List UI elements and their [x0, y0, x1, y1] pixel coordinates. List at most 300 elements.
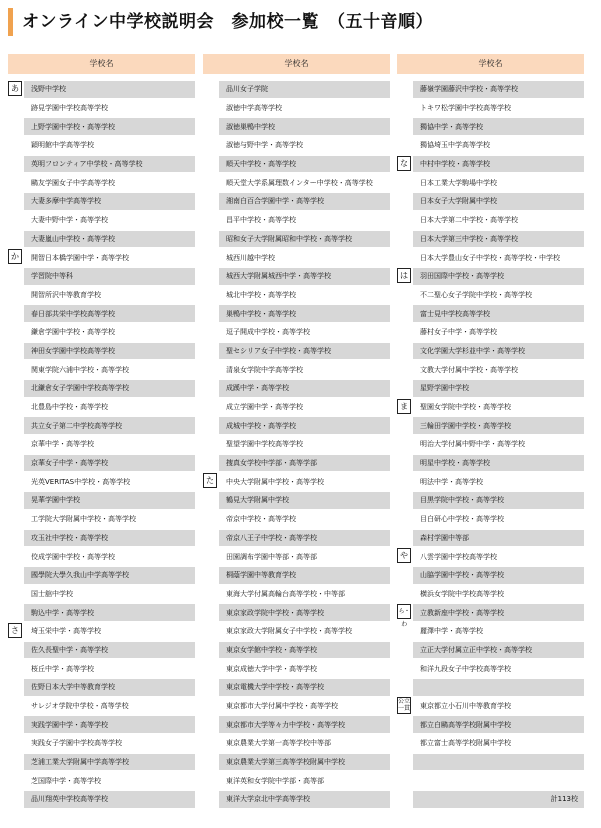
kana-index-label: は [397, 268, 411, 283]
table-row [397, 472, 584, 491]
table-row [8, 80, 195, 99]
school-name: 帝京八王子中学校・高等学校 [226, 533, 317, 542]
school-name-cell [24, 156, 195, 173]
school-name: 東京女学館中学校・高等学校 [226, 645, 317, 654]
school-name: 順天中学校・高等学校 [226, 160, 296, 169]
school-name-cell [413, 772, 584, 789]
table-row [397, 230, 584, 249]
table-row [203, 360, 390, 379]
school-name-cell [24, 567, 195, 584]
school-name-cell [413, 735, 584, 752]
school-name: 東京家政学院中学校・高等学校 [226, 608, 324, 617]
school-name-cell [24, 361, 195, 378]
kana-index-label: か [8, 249, 22, 264]
kana-index-label: ま [397, 399, 411, 414]
school-name-cell [24, 492, 195, 509]
table-row [8, 585, 195, 604]
school-name-cell [219, 156, 390, 173]
table-row [203, 211, 390, 230]
table-row [203, 286, 390, 305]
table-row [8, 267, 195, 286]
school-name: 学習院中等科 [31, 272, 73, 281]
table-row [397, 491, 584, 510]
table-row [8, 491, 195, 510]
school-name: 大妻中野中学・高等学校 [31, 216, 108, 225]
table-row [8, 790, 195, 809]
school-name: 文化学園大学杉並中学・高等学校 [420, 346, 525, 355]
school-name: 光英VERITAS中学校・高等学校 [31, 477, 131, 486]
school-name-cell [24, 436, 195, 453]
school-name-cell [413, 81, 584, 98]
school-name-cell [24, 137, 195, 154]
table-row [203, 248, 390, 267]
school-name: 森村学園中等部 [420, 533, 469, 542]
school-name: 芝浦工業大学附属中学高等学校 [31, 758, 129, 767]
table-row [8, 529, 195, 548]
kana-index-label: な [397, 156, 411, 171]
school-name-cell [219, 324, 390, 341]
kana-index-label: あ [8, 81, 22, 96]
school-name: 京華中学・高等学校 [31, 440, 94, 449]
table-row [397, 173, 584, 192]
table-row [8, 323, 195, 342]
table-row [397, 753, 584, 772]
school-name-cell [219, 679, 390, 696]
school-name-cell [413, 417, 584, 434]
school-name: 東京農業大学第一高等学校中等部 [226, 739, 331, 748]
school-name: 富士見中学校高等学校 [420, 309, 490, 318]
school-column-2 [203, 54, 390, 809]
school-name: 日本大学第三中学校・高等学校 [420, 234, 518, 243]
table-row [397, 155, 584, 174]
table-row [203, 99, 390, 118]
school-name-cell [24, 679, 195, 696]
school-name: 藤嶺学園藤沢中学校・高等学校 [420, 85, 518, 94]
table-row [8, 416, 195, 435]
school-name-cell [413, 642, 584, 659]
school-name-cell [219, 511, 390, 528]
school-name-cell [413, 100, 584, 117]
table-row [8, 622, 195, 641]
school-name-cell [219, 81, 390, 98]
school-name: 淑徳中学高等学校 [226, 104, 282, 113]
school-name: 立正大学付属立正中学校・高等学校 [420, 645, 532, 654]
school-name-cell [24, 698, 195, 715]
school-name: 城西大学附属城西中学・高等学校 [226, 272, 331, 281]
school-name: 鶴見大学附属中学校 [226, 496, 289, 505]
table-row [8, 510, 195, 529]
table-row [397, 734, 584, 753]
school-list [203, 80, 390, 809]
school-name-cell [24, 380, 195, 397]
school-name-cell [219, 193, 390, 210]
table-row [8, 398, 195, 417]
school-name: 大妻嵐山中学校・高等学校 [31, 234, 115, 243]
table-row [397, 697, 584, 716]
school-name-cell [24, 530, 195, 547]
table-row [8, 192, 195, 211]
school-name: 成立学園中学・高等学校 [226, 403, 303, 412]
school-name-cell [413, 193, 584, 210]
table-row [8, 136, 195, 155]
school-name: 日本大学豊山女子中学校・高等学校・中学校 [420, 253, 560, 262]
school-name-cell [219, 268, 390, 285]
school-name-cell [413, 361, 584, 378]
school-name: 目黒学院中学校・高等学校 [420, 496, 504, 505]
table-row [8, 117, 195, 136]
school-name: 藤村女子中学・高等学校 [420, 328, 497, 337]
school-name: 工学院大学附属中学校・高等学校 [31, 515, 136, 524]
school-name-cell [24, 791, 195, 808]
school-name-cell [219, 137, 390, 154]
school-name-cell [413, 473, 584, 490]
school-name-cell [413, 305, 584, 322]
table-row [397, 715, 584, 734]
table-row [397, 790, 584, 809]
school-name-cell [219, 586, 390, 603]
school-name-cell [413, 231, 584, 248]
table-row [8, 659, 195, 678]
school-name-cell [24, 193, 195, 210]
school-name: 星野学園中学校 [420, 384, 469, 393]
school-name: 東洋英和女学院中学部・高等部 [226, 776, 324, 785]
column-header: 学校名 [203, 54, 390, 74]
school-name-cell [219, 660, 390, 677]
school-name-cell [24, 118, 195, 135]
school-name: 共立女子第二中学校高等学校 [31, 421, 122, 430]
school-name: 捜真女学校中学部・高等学部 [226, 459, 317, 468]
school-name: 跡見学園中学校高等学校 [31, 104, 108, 113]
table-row [397, 136, 584, 155]
school-name-cell [219, 287, 390, 304]
school-name: 北鎌倉女子学園中学校高等学校 [31, 384, 129, 393]
school-name: 東京家政大学附属女子中学校・高等学校 [226, 627, 352, 636]
table-row [8, 211, 195, 230]
school-name: 関東学院六浦中学校・高等学校 [31, 365, 129, 374]
school-name: 実践女子学園中学校高等学校 [31, 739, 122, 748]
school-name: 獨協埼玉中学高等学校 [420, 141, 490, 150]
school-name: 三輪田学園中学校・高等学校 [420, 421, 511, 430]
table-row [203, 342, 390, 361]
school-name-cell [219, 231, 390, 248]
school-name-cell [413, 567, 584, 584]
school-name: 八雲学園中学校高等学校 [420, 552, 497, 561]
table-row [203, 697, 390, 716]
table-row [203, 435, 390, 454]
school-name-cell [24, 735, 195, 752]
school-name: 大妻多摩中学高等学校 [31, 197, 101, 206]
school-name: 淑徳与野中学・高等学校 [226, 141, 303, 150]
school-name-cell [24, 287, 195, 304]
table-row [397, 659, 584, 678]
school-name-cell [413, 399, 584, 416]
table-row [397, 342, 584, 361]
school-name-cell [219, 754, 390, 771]
table-row [203, 136, 390, 155]
kana-index-label: た [203, 473, 217, 488]
school-name-cell [413, 716, 584, 733]
table-row [8, 230, 195, 249]
school-name-cell [24, 324, 195, 341]
school-name-cell [413, 698, 584, 715]
school-name-cell [219, 567, 390, 584]
school-name: 晃華学園中学校 [31, 496, 80, 505]
table-row [203, 678, 390, 697]
school-name-cell [24, 268, 195, 285]
school-name-cell [24, 511, 195, 528]
table-row [203, 566, 390, 585]
school-name: 実践学園中学・高等学校 [31, 720, 108, 729]
school-name: 中央大学附属中学校・高等学校 [226, 477, 324, 486]
table-row [203, 491, 390, 510]
table-row [397, 360, 584, 379]
school-name-cell [413, 174, 584, 191]
table-row [203, 323, 390, 342]
school-name: 桜丘中学・高等学校 [31, 664, 94, 673]
school-name-cell [219, 417, 390, 434]
school-name: 淑徳巣鴨中学校 [226, 122, 275, 131]
school-name: 鷗友学園女子中学高等学校 [31, 178, 115, 187]
table-row [397, 585, 584, 604]
table-row [8, 753, 195, 772]
school-name-cell [24, 231, 195, 248]
school-name-cell [219, 735, 390, 752]
table-row [397, 80, 584, 99]
school-name-cell [24, 473, 195, 490]
school-name-cell [413, 530, 584, 547]
table-row [203, 454, 390, 473]
table-row [8, 99, 195, 118]
school-name-cell [219, 716, 390, 733]
school-name: 昭和女子大学附属昭和中学校・高等学校 [226, 234, 352, 243]
table-row [397, 547, 584, 566]
table-row [397, 641, 584, 660]
table-row [397, 192, 584, 211]
school-name-cell [413, 455, 584, 472]
table-row [8, 697, 195, 716]
table-row [203, 80, 390, 99]
school-name-cell [219, 623, 390, 640]
school-name-cell [219, 455, 390, 472]
column-header: 学校名 [8, 54, 195, 74]
table-row [203, 155, 390, 174]
table-row [203, 641, 390, 660]
school-name: 桐蔭学園中等教育学校 [226, 571, 296, 580]
school-name-cell [24, 305, 195, 322]
school-name-cell [24, 548, 195, 565]
table-row [8, 641, 195, 660]
school-name-cell [219, 174, 390, 191]
school-name-cell [219, 212, 390, 229]
table-row [203, 510, 390, 529]
school-name: 英明フロンティア中学校・高等学校 [31, 160, 143, 169]
school-name-cell [219, 118, 390, 135]
table-row [397, 248, 584, 267]
school-name-cell [24, 623, 195, 640]
school-name: 山脇学園中学校・高等学校 [420, 571, 504, 580]
table-row [203, 379, 390, 398]
table-row [8, 248, 195, 267]
school-name-cell [413, 324, 584, 341]
school-column-1 [8, 54, 195, 809]
school-name-cell [219, 361, 390, 378]
school-name: 佐久長聖中学・高等学校 [31, 645, 108, 654]
school-name-cell [24, 455, 195, 472]
school-name: 昌平中学校・高等学校 [226, 216, 296, 225]
school-name-cell [219, 791, 390, 808]
table-row [203, 622, 390, 641]
school-name-cell [24, 754, 195, 771]
school-name: 逗子開成中学校・高等学校 [226, 328, 310, 337]
school-name: 成蹊中学・高等学校 [226, 384, 289, 393]
school-name: 春日部共栄中学校高等学校 [31, 309, 115, 318]
school-name: 田園調布学園中等部・高等部 [226, 552, 317, 561]
table-row [397, 304, 584, 323]
school-name: サレジオ学院中学校・高等学校 [31, 702, 129, 711]
table-row [203, 398, 390, 417]
school-name-cell [24, 586, 195, 603]
school-name: 順天堂大学系属理数インター中学校・高等学校 [226, 178, 373, 187]
school-name: 國學院大學久我山中学高等学校 [31, 571, 129, 580]
school-name-cell [219, 604, 390, 621]
school-name: 京華女子中学・高等学校 [31, 459, 108, 468]
title-bar [8, 8, 593, 36]
school-name: 攻玉社中学校・高等学校 [31, 533, 108, 542]
school-name: 北豊島中学校・高等学校 [31, 403, 108, 412]
table-row [203, 753, 390, 772]
table-row [203, 603, 390, 622]
table-row [8, 173, 195, 192]
table-row [8, 435, 195, 454]
table-row [397, 379, 584, 398]
table-row [203, 117, 390, 136]
school-name: 麗澤中学・高等学校 [420, 627, 483, 636]
total-count: 計113校 [550, 795, 578, 804]
school-name: 和洋九段女子中学校高等学校 [420, 664, 511, 673]
school-name-cell [413, 586, 584, 603]
table-row [8, 603, 195, 622]
school-name: 佼成学園中学校・高等学校 [31, 552, 115, 561]
table-row [397, 566, 584, 585]
school-name: 国士舘中学校 [31, 589, 73, 598]
table-row [8, 715, 195, 734]
school-name-cell [413, 548, 584, 565]
table-row [8, 379, 195, 398]
table-row [8, 360, 195, 379]
school-name-cell [413, 754, 584, 771]
school-name: 東海大学付属高輪台高等学校・中等部 [226, 589, 345, 598]
table-row [397, 323, 584, 342]
table-row [8, 342, 195, 361]
school-name-cell [219, 548, 390, 565]
table-row [397, 678, 584, 697]
table-row [397, 267, 584, 286]
school-name-cell [219, 100, 390, 117]
school-name-cell [413, 156, 584, 173]
school-name: 城北中学校・高等学校 [226, 290, 296, 299]
school-name: 東京農業大学第三高等学校附属中学校 [226, 758, 345, 767]
school-name: 品川女子学院 [226, 85, 268, 94]
table-row [203, 529, 390, 548]
school-name-cell [413, 679, 584, 696]
school-name-cell [413, 118, 584, 135]
column-header: 学校名 [397, 54, 584, 74]
table-row [397, 529, 584, 548]
school-name-cell [24, 249, 195, 266]
school-name: 都立富士高等学校附属中学校 [420, 739, 511, 748]
school-name-cell [413, 137, 584, 154]
table-row [397, 398, 584, 417]
school-name-cell [24, 417, 195, 434]
school-name: 獨協中学・高等学校 [420, 122, 483, 131]
school-name-cell [219, 249, 390, 266]
school-name-cell [413, 287, 584, 304]
school-name-cell [219, 380, 390, 397]
school-name: トキワ松学園中学校高等学校 [420, 104, 511, 113]
school-name: 巣鴨中学校・高等学校 [226, 309, 296, 318]
table-row [8, 454, 195, 473]
table-row [203, 771, 390, 790]
table-row [397, 99, 584, 118]
school-name: 浅野中学校 [31, 85, 66, 94]
school-name: 湘南白百合学園中学・高等学校 [226, 197, 324, 206]
school-name: 日本女子大学附属中学校 [420, 197, 497, 206]
school-name-cell [219, 492, 390, 509]
school-name: 鎌倉学園中学校・高等学校 [31, 328, 115, 337]
school-name-cell [219, 698, 390, 715]
school-name-cell [219, 305, 390, 322]
school-name-cell [413, 660, 584, 677]
school-name-cell [413, 343, 584, 360]
table-row [203, 472, 390, 491]
school-name-cell [219, 399, 390, 416]
table-row [203, 734, 390, 753]
school-name: 品川翔英中学校高等学校 [31, 795, 108, 804]
school-name: 東洋大学京北中学高等学校 [226, 795, 310, 804]
school-name: 開智日本橋学園中学・高等学校 [31, 253, 129, 262]
school-name-cell [219, 642, 390, 659]
table-row [8, 566, 195, 585]
school-name: 不二聖心女子学院中学校・高等学校 [420, 290, 532, 299]
school-name: 聖セシリア女子中学校・高等学校 [226, 346, 331, 355]
school-name-cell [24, 604, 195, 621]
school-name: 東京電機大学中学校・高等学校 [226, 683, 324, 692]
school-list [8, 80, 195, 809]
kana-index-label: ら・わ [397, 604, 411, 619]
school-name-cell [24, 716, 195, 733]
school-name: 東京成徳大学中学・高等学校 [226, 664, 317, 673]
school-name: 東京都立小石川中等教育学校 [420, 702, 511, 711]
table-row [397, 622, 584, 641]
school-name: 日本大学第二中学校・高等学校 [420, 216, 518, 225]
school-name: 芝国際中学・高等学校 [31, 776, 101, 785]
table-row [203, 416, 390, 435]
school-name: 日本工業大学駒場中学校 [420, 178, 497, 187]
table-row [397, 771, 584, 790]
table-row [203, 715, 390, 734]
kana-index-label: 公立 一貫 [398, 697, 411, 713]
school-name: 立教新座中学校・高等学校 [420, 608, 504, 617]
school-name: 中村中学校・高等学校 [420, 160, 490, 169]
school-name: 城西川越中学校 [226, 253, 275, 262]
school-name: 帝京中学校・高等学校 [226, 515, 296, 524]
school-name: 駒込中学・高等学校 [31, 608, 94, 617]
school-name: 東京都市大学付属中学校・高等学校 [226, 702, 338, 711]
table-row [8, 304, 195, 323]
school-name: 上野学園中学校・高等学校 [31, 122, 115, 131]
school-name-cell [219, 772, 390, 789]
kana-index-label: さ [8, 623, 22, 638]
